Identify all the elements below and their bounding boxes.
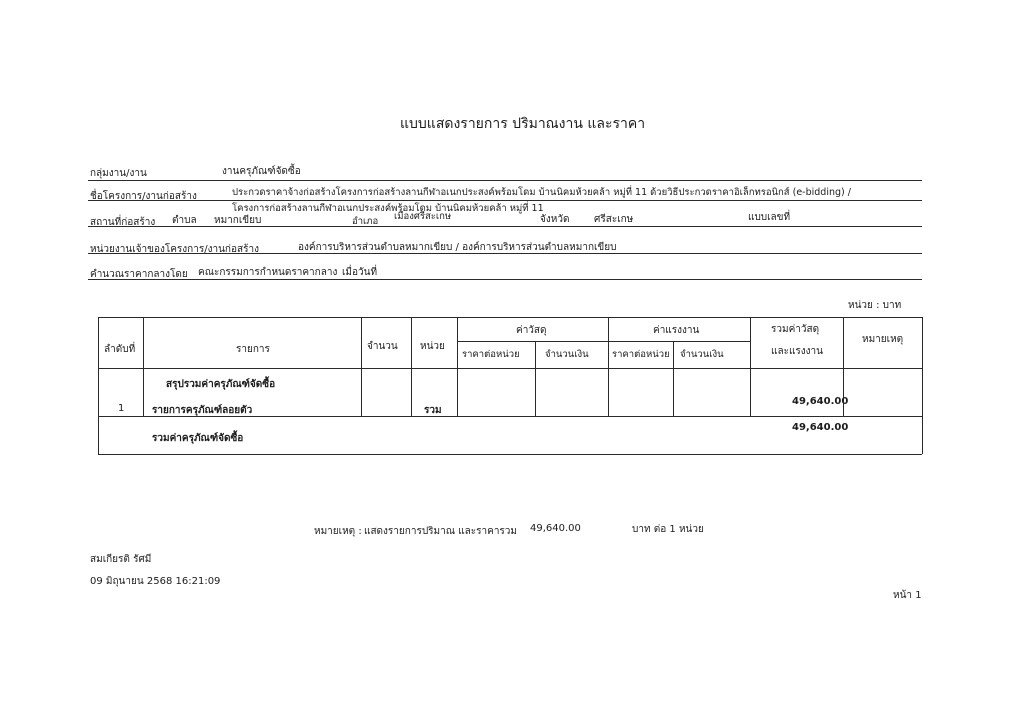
rule-agency bbox=[88, 253, 922, 254]
col-line-qty bbox=[411, 317, 412, 416]
subheader-line bbox=[457, 341, 750, 342]
header-labor: ค่าแรงงาน bbox=[653, 325, 700, 336]
sum-value: 49,640.00 bbox=[792, 422, 849, 433]
header-item: รายการ bbox=[236, 344, 270, 355]
project-label: ชื่อโครงการ/งานก่อสร้าง bbox=[90, 191, 197, 202]
group-label: กลุ่มงาน/งาน bbox=[90, 168, 147, 179]
calc-label: คำนวณราคากลางโดย bbox=[90, 269, 188, 280]
col-line-lab-price bbox=[673, 341, 674, 416]
province-label: จังหวัด bbox=[540, 214, 570, 225]
table-left-border bbox=[98, 317, 99, 454]
table-top-border bbox=[98, 317, 922, 318]
site-label: สถานที่ก่อสร้าง bbox=[90, 217, 156, 228]
col-line-unit bbox=[457, 317, 458, 416]
note-amount: 49,640.00 bbox=[530, 523, 581, 534]
sum-label: รวมค่าครุภัณฑ์จัดซื้อ bbox=[152, 433, 244, 444]
row-item: รายการครุภัณฑ์ลอยตัว bbox=[152, 405, 253, 416]
tambon-label: ตำบล bbox=[172, 215, 197, 226]
header-qty: จำนวน bbox=[367, 341, 398, 352]
header-total-line2: และแรงงาน bbox=[771, 346, 823, 357]
document-title: แบบแสดงรายการ ปริมาณงาน และราคา bbox=[400, 116, 646, 132]
col-line-item bbox=[361, 317, 362, 416]
table-bottom-border bbox=[98, 454, 922, 455]
rule-site bbox=[88, 226, 922, 227]
note-unit: บาท ต่อ 1 หน่วย bbox=[632, 524, 704, 535]
row-no: 1 bbox=[118, 403, 125, 414]
header-mat-unit-price: ราคาต่อหน่วย bbox=[462, 349, 520, 360]
header-mat-amount: จำนวนเงิน bbox=[545, 349, 589, 360]
note-text: แสดงรายการปริมาณ และราคารวม bbox=[364, 526, 518, 537]
col-line-lab-amount bbox=[750, 317, 751, 416]
header-no: ลำดับที่ bbox=[104, 344, 136, 355]
page-number: หน้า 1 bbox=[893, 590, 922, 601]
col-line-mat-price bbox=[535, 341, 536, 416]
unit-note: หน่วย : บาท bbox=[848, 300, 902, 311]
agency-label: หน่วยงานเจ้าของโครงการ/งานก่อสร้าง bbox=[90, 244, 259, 255]
header-total-line1: รวมค่าวัสดุ bbox=[771, 324, 820, 335]
tambon-value: หมากเขียบ bbox=[214, 215, 262, 226]
note-label: หมายเหตุ : bbox=[314, 526, 362, 537]
header-unit: หน่วย bbox=[420, 341, 445, 352]
date-label: เมื่อวันที่ bbox=[342, 267, 378, 278]
print-timestamp: 09 มิถุนายน 2568 16:21:09 bbox=[90, 576, 221, 587]
col-line-no bbox=[143, 317, 144, 416]
rule-calc bbox=[88, 279, 922, 280]
project-value-line2: โครงการก่อสร้างลานกีฬาอเนกประสงค์พร้อมโดม บ้านนิคมห้วยคล้า หมู่ที่ 11 bbox=[232, 203, 544, 214]
header-lab-unit-price: ราคาต่อหน่วย bbox=[612, 349, 670, 360]
table-right-border bbox=[922, 317, 923, 454]
form-no-label: แบบเลขที่ bbox=[748, 212, 791, 223]
project-value: ประกวดราคาจ้างก่อสร้างโครงการก่อสร้างลานกีฬาอเนกประสงค์พร้อมโดม บ้านนิคมห้วยคล้า หมู่ที่ 11 ด้วยวิธีประกวดราคาอิเล็กทรอนิกส์ (e-bidding) / bbox=[232, 187, 851, 198]
agency-value: องค์การบริหารส่วนตำบลหมากเขียบ / องค์การบริหารส่วนตำบลหมากเขียบ bbox=[298, 242, 617, 253]
header-remark: หมายเหตุ bbox=[862, 334, 904, 345]
col-line-mat-amount bbox=[608, 317, 609, 416]
header-bottom-line bbox=[98, 368, 922, 369]
signer-name: สมเกียรติ รัศมี bbox=[90, 554, 152, 565]
rule-group bbox=[88, 180, 922, 181]
amphoe-label: อำเภอ bbox=[352, 216, 379, 227]
calc-value: คณะกรรมการกำหนดราคากลาง bbox=[198, 267, 338, 278]
group-value: งานครุภัณฑ์จัดซื้อ bbox=[222, 166, 301, 177]
row-total: 49,640.00 bbox=[792, 396, 849, 407]
section-title: สรุปรวมค่าครุภัณฑ์จัดซื้อ bbox=[166, 379, 276, 390]
province-value: ศรีสะเกษ bbox=[594, 214, 634, 225]
header-lab-amount: จำนวนเงิน bbox=[680, 349, 724, 360]
amphoe-value: เมืองศรีสะเกษ bbox=[394, 211, 452, 222]
row-unit: รวม bbox=[424, 405, 442, 416]
header-material: ค่าวัสดุ bbox=[516, 325, 547, 336]
